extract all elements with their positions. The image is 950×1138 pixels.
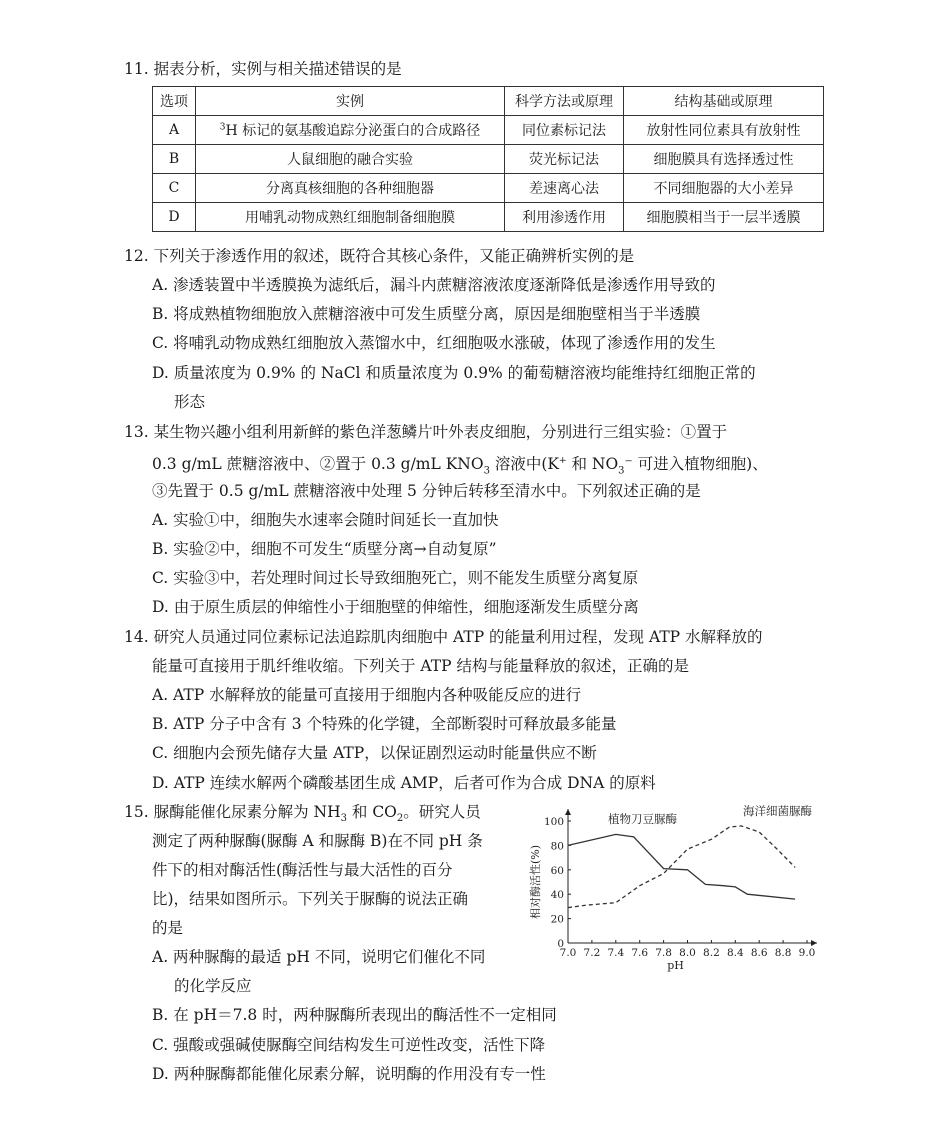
q14-option-c: C. 细胞内会预先储存大量 ATP，以保证剧烈运动时能量供应不断 bbox=[152, 744, 597, 762]
q15-stem-5: 的是 bbox=[152, 919, 184, 937]
text: 0.3 g/mL 蔗糖溶液中、②置于 0.3 g/mL KNO bbox=[152, 455, 484, 474]
x-tick-label: 9.0 bbox=[798, 947, 816, 959]
cell-example: 用哺乳动物成熟红细胞制备细胞膜 bbox=[196, 203, 505, 232]
table-row bbox=[153, 116, 824, 145]
urease-activity-chart bbox=[525, 803, 825, 983]
header-example: 实例 bbox=[196, 87, 505, 116]
q15-stem-4: 比)，结果如图所示。下列关于脲酶的说法正确 bbox=[152, 890, 469, 908]
table-row bbox=[153, 145, 824, 174]
superscript: 3 bbox=[219, 122, 226, 133]
cell-method: 同位素标记法 bbox=[505, 116, 624, 145]
x-axis-label: pH bbox=[667, 959, 684, 972]
cell-example: 分离真核细胞的各种细胞器 bbox=[196, 174, 505, 203]
superscript: + bbox=[559, 456, 567, 466]
q14-option-b: B. ATP 分子中含有 3 个特殊的化学键，全部断裂时可释放最多能量 bbox=[152, 715, 617, 733]
q15-stem-1 bbox=[124, 801, 481, 830]
x-tick-label: 7.6 bbox=[631, 947, 649, 959]
subscript: 3 bbox=[340, 813, 347, 825]
q12-option-a: A. 渗透装置中半透膜换为滤纸后，漏斗内蔗糖溶液浓度逐渐降低是渗透作用导致的 bbox=[152, 276, 716, 294]
cell-method: 差速离心法 bbox=[505, 174, 624, 203]
y-tick-label: 20 bbox=[550, 913, 564, 926]
cell-option: A bbox=[153, 116, 196, 145]
cell-option: D bbox=[153, 203, 196, 232]
cell-method: 利用渗透作用 bbox=[505, 203, 624, 232]
y-tick-label: 40 bbox=[550, 889, 564, 902]
q14-option-a: A. ATP 水解释放的能量可直接用于细胞内各种吸能反应的进行 bbox=[152, 686, 582, 704]
y-tick-label: 100 bbox=[543, 816, 564, 828]
subscript: 2 bbox=[396, 813, 404, 825]
q15-stem-3: 件下的相对酶活性(酶活性与最大活性的百分 bbox=[152, 861, 453, 879]
x-tick-label: 8.8 bbox=[774, 947, 792, 959]
q13-option-d: D. 由于原生质层的伸缩性小于细胞壁的伸缩性，细胞逐渐发生质壁分离 bbox=[152, 598, 639, 616]
q12-option-d: D. 质量浓度为 0.9% 的 NaCl 和质量浓度为 0.9% 的葡萄糖溶液均能维持红细胞正常的 bbox=[152, 364, 756, 382]
subscript: 3 bbox=[618, 465, 625, 477]
x-tick-label: 8.4 bbox=[726, 947, 744, 959]
q15-option-c: C. 强酸或强碱使脲酶空间结构发生可逆性改变，活性下降 bbox=[152, 1036, 546, 1054]
q13-stem-3: ③先置于 0.5 g/mL 蔗糖溶液中处理 5 分钟后转移至清水中。下列叙述正确的是 bbox=[152, 482, 701, 500]
y-tick-label: 0 bbox=[557, 938, 564, 950]
y-axis-arrow bbox=[565, 809, 571, 815]
table-row bbox=[153, 174, 824, 203]
cell-example bbox=[196, 116, 505, 145]
subscript: 3 bbox=[483, 465, 490, 477]
q15-stem-2: 测定了两种脲酶(脲酶 A 和脲酶 B)在不同 pH 条 bbox=[152, 832, 483, 850]
table-row bbox=[153, 203, 824, 232]
header-method: 科学方法或原理 bbox=[505, 87, 624, 116]
table-header-row bbox=[153, 87, 824, 116]
q12-stem: 12. 下列关于渗透作用的叙述，既符合其核心条件，又能正确辨析实例的是 bbox=[124, 247, 635, 265]
header-option: 选项 bbox=[153, 87, 196, 116]
q13-option-a: A. 实验①中，细胞失水速率会随时间延长一直加快 bbox=[152, 511, 499, 529]
series-label-2: 海洋细菌脲酶 bbox=[743, 804, 812, 818]
text: 可进入植物细胞)、 bbox=[632, 455, 768, 474]
x-tick-label: 7.0 bbox=[559, 947, 577, 959]
text: ⁻ bbox=[624, 455, 633, 474]
q12-option-c: C. 将哺乳动物成熟红细胞放入蒸馏水中，红细胞吸水涨破，体现了渗透作用的发生 bbox=[152, 334, 716, 352]
q15-option-a: A. 两种脲酶的最适 pH 不同，说明它们催化不同 bbox=[152, 948, 486, 966]
text: 和 NO bbox=[566, 455, 619, 474]
q15-option-a-cont: 的化学反应 bbox=[174, 977, 252, 995]
q13-stem-2 bbox=[152, 450, 768, 482]
q13-option-b: B. 实验②中，细胞不可发生“质壁分离→自动复原” bbox=[152, 540, 497, 558]
q11-stem: 11. 据表分析，实例与相关描述错误的是 bbox=[124, 60, 402, 78]
x-tick-label: 7.2 bbox=[583, 947, 601, 959]
cell-option: B bbox=[153, 145, 196, 174]
x-tick-label: 7.4 bbox=[607, 947, 625, 959]
q14-option-d: D. ATP 连续水解两个磷酸基团生成 AMP，后者可作为合成 DNA 的原料 bbox=[152, 774, 656, 792]
y-tick-label: 80 bbox=[550, 840, 564, 853]
q12-option-b: B. 将成熟植物细胞放入蔗糖溶液中可发生质壁分离，原因是细胞壁相当于半透膜 bbox=[152, 305, 701, 323]
cell-basis: 细胞膜具有选择透过性 bbox=[624, 145, 824, 174]
y-tick-label: 60 bbox=[550, 864, 564, 877]
q12-option-d-cont: 形态 bbox=[174, 393, 206, 411]
y-axis-label: 相对酶活性(%) bbox=[529, 844, 542, 920]
series-line-1 bbox=[568, 834, 795, 899]
q14-stem-2: 能量可直接用于肌纤维收缩。下列关于 ATP 结构与能量释放的叙述，正确的是 bbox=[152, 657, 689, 675]
series-label-1: 植物刀豆脲酶 bbox=[608, 812, 677, 826]
header-basis: 结构基础或原理 bbox=[624, 87, 824, 116]
text: 。研究人员 bbox=[403, 803, 481, 821]
text: 溶液中(K bbox=[489, 455, 559, 474]
x-tick-label: 7.8 bbox=[655, 947, 672, 959]
cell-basis: 放射性同位素具有放射性 bbox=[624, 116, 824, 145]
q15-option-b: B. 在 pH＝7.8 时，两种脲酶所表现出的酶活性不一定相同 bbox=[152, 1006, 557, 1024]
q13-option-c: C. 实验③中，若处理时间过长导致细胞死亡，则不能发生质壁分离复原 bbox=[152, 569, 639, 587]
cell-basis: 不同细胞器的大小差异 bbox=[624, 174, 824, 203]
x-axis-arrow bbox=[811, 940, 817, 946]
cell-example: 人鼠细胞的融合实验 bbox=[196, 145, 505, 174]
q11-table bbox=[152, 86, 824, 232]
cell-option: C bbox=[153, 174, 196, 203]
q14-stem-1: 14. 研究人员通过同位素标记法追踪肌肉细胞中 ATP 的能量利用过程，发现 ATP 水解释放的 bbox=[124, 628, 763, 646]
x-tick-label: 8.6 bbox=[750, 947, 768, 959]
text: 和 CO bbox=[346, 803, 397, 821]
q15-option-d: D. 两种脲酶都能催化尿素分解，说明酶的作用没有专一性 bbox=[152, 1065, 546, 1083]
cell-basis: 细胞膜相当于一层半透膜 bbox=[624, 203, 824, 232]
text: 15. 脲酶能催化尿素分解为 NH bbox=[124, 803, 341, 821]
q13-stem-1: 13. 某生物兴趣小组利用新鲜的紫色洋葱鳞片叶外表皮细胞，分别进行三组实验：①置于 bbox=[124, 423, 728, 441]
cell-method: 荧光标记法 bbox=[505, 145, 624, 174]
x-tick-label: 8.2 bbox=[703, 947, 720, 959]
x-tick-label: 8.0 bbox=[679, 947, 696, 959]
example-text: H 标记的氨基酸追踪分泌蛋白的合成路径 bbox=[225, 123, 481, 139]
